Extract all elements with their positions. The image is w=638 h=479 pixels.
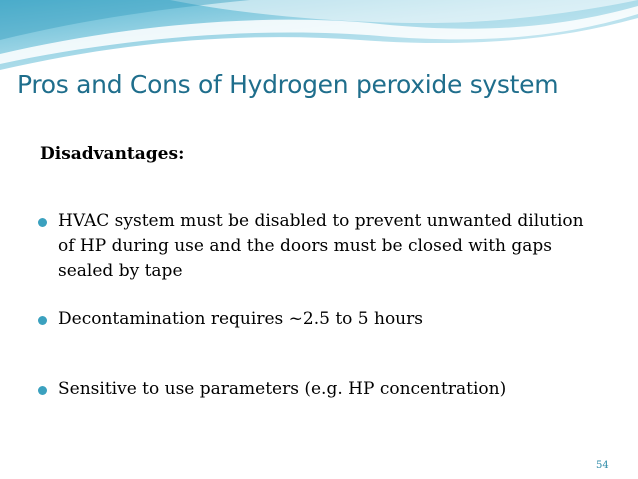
bullet-item: [38, 307, 598, 377]
bullet-list: [38, 209, 598, 407]
bullet-dot-icon: [38, 218, 47, 227]
bullet-dot-icon: [38, 386, 47, 395]
section-heading: Disadvantages:: [40, 144, 185, 164]
bullet-text: Sensitive to use parameters (e.g. HP concentration): [58, 379, 507, 399]
bullet-item: [38, 377, 598, 407]
bullet-text: HVAC system must be disabled to prevent unwanted dilution of HP during use and the doors must be closed with gaps sealed by tape: [58, 211, 584, 281]
page-number: 54: [596, 460, 609, 471]
slide-title: Pros and Cons of Hydrogen peroxide system: [17, 70, 559, 99]
wave-banner-icon: [0, 0, 638, 72]
bullet-dot-icon: [38, 316, 47, 325]
bullet-text: Decontamination requires ~2.5 to 5 hours: [58, 309, 423, 329]
bullet-item: [38, 209, 598, 307]
